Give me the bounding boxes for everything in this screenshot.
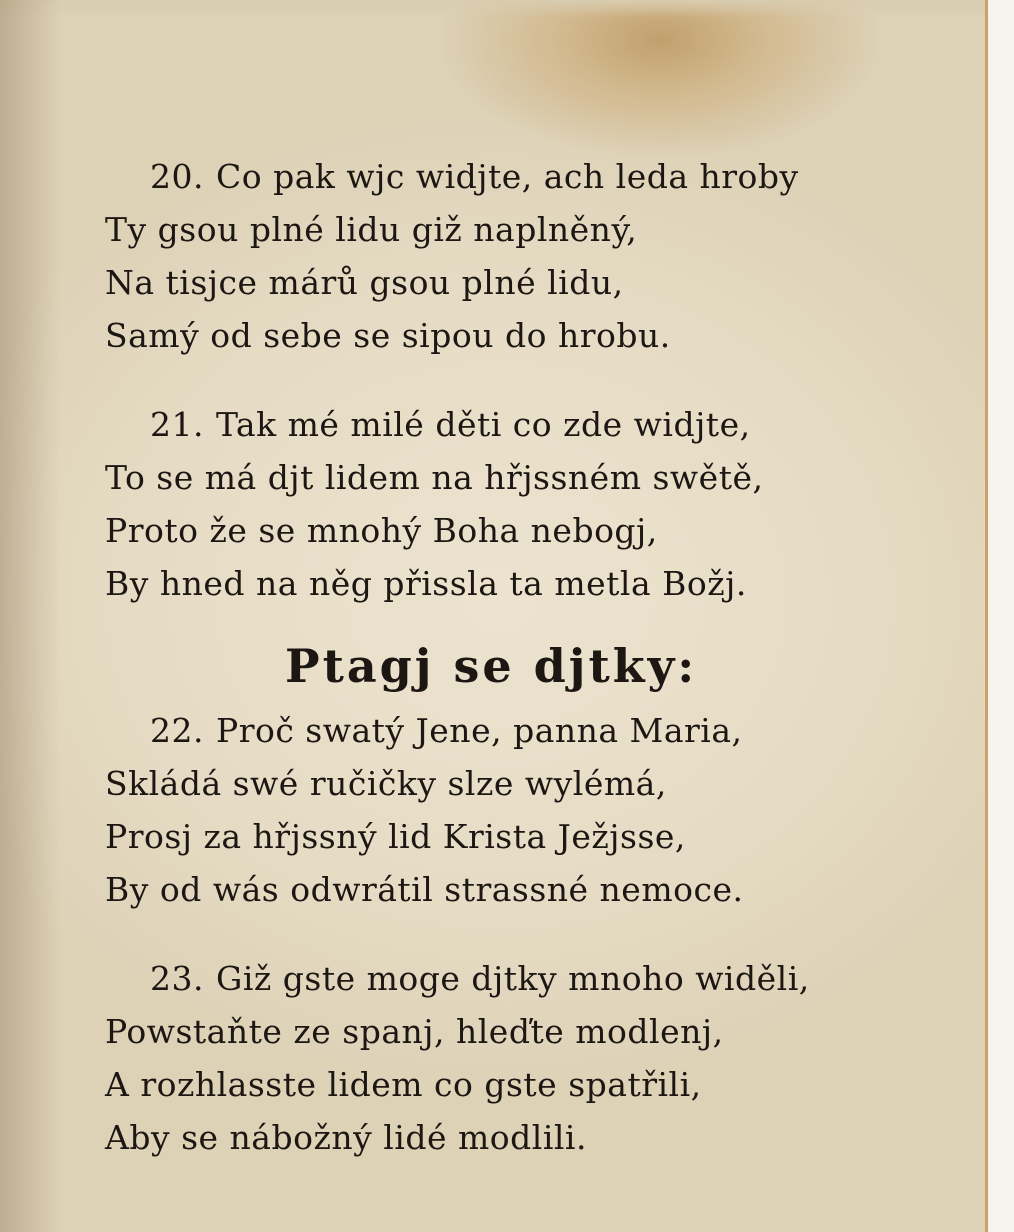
stanza-line: Samý od sebe se sipou do hrobu.: [105, 316, 671, 355]
page-gutter-shadow: [0, 0, 60, 1232]
stanza-line: A rozhlasste lidem co gste spatřili,: [105, 1065, 702, 1104]
stanza-line: Prosj za hřjssný lid Krista Ježjsse,: [105, 817, 686, 856]
stanza-line: Ty gsou plné lidu giž naplněný,: [105, 210, 638, 249]
stanza-line: To se má djt lidem na hřjssném swětě,: [105, 458, 764, 497]
stanza-22: [105, 704, 865, 916]
stanza-line: 21. Tak mé milé děti co zde widjte,: [150, 405, 751, 444]
stanza-line: Powstaňte ze spanj, hleďte modlenj,: [105, 1012, 724, 1051]
stanza-line: Na tisjce márů gsou plné lidu,: [105, 263, 624, 302]
poem-text: [105, 150, 865, 1200]
stanza-line: 22. Proč swatý Jene, panna Maria,: [150, 711, 743, 750]
stanza-line: Proto že se mnohý Boha nebogj,: [105, 511, 658, 550]
stanza-20: [105, 150, 865, 362]
page-top-shading: [0, 0, 1014, 18]
page-right-edge: [985, 0, 1014, 1232]
stanza-line: By od wás odwrátil strassné nemoce.: [105, 870, 744, 909]
stanza-line: 20. Co pak wjc widjte, ach leda hroby: [150, 157, 799, 196]
stanza-number: 20.: [150, 157, 204, 196]
stanza-line: 23. Giž gste moge djtky mnoho widěli,: [150, 959, 810, 998]
stanza-number: 21.: [150, 405, 204, 444]
stanza-number: 23.: [150, 959, 204, 998]
stanza-line: Aby se nábožný lidé modlili.: [105, 1118, 587, 1157]
section-heading: Ptagj se djtky:: [285, 639, 698, 693]
stanza-line: By hned na něg přissla ta metla Božj.: [105, 564, 747, 603]
stanza-23: [105, 952, 865, 1164]
stanza-number: 22.: [150, 711, 204, 750]
stanza-line: Skládá swé ručičky slze wylémá,: [105, 764, 667, 803]
stanza-21: [105, 398, 865, 610]
